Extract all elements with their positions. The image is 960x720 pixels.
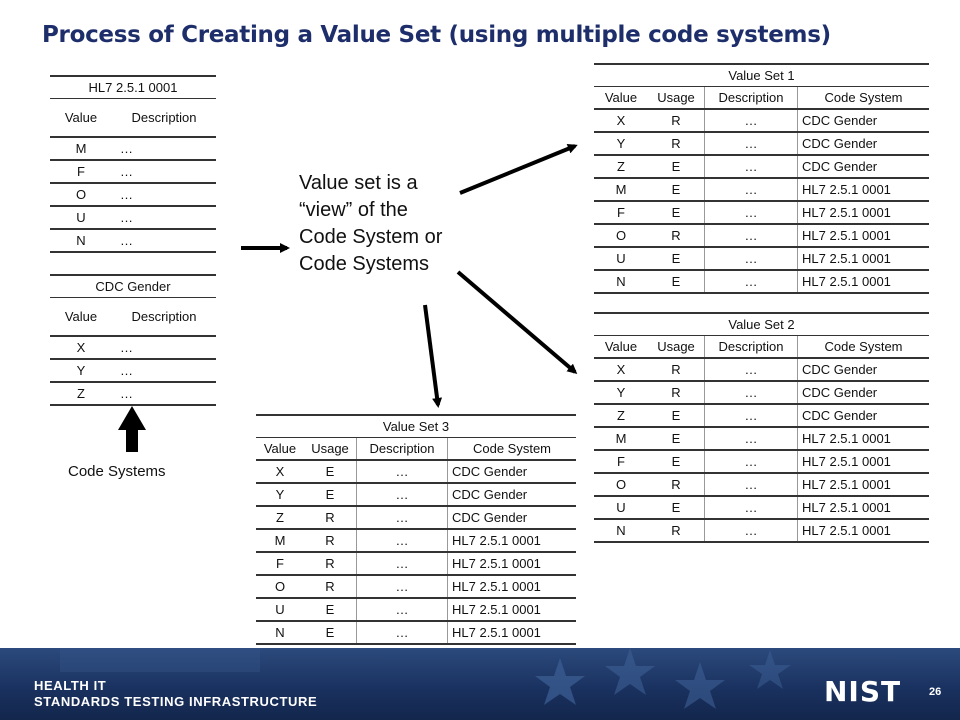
cell: … <box>357 506 448 529</box>
cell: N <box>594 270 648 293</box>
cell: … <box>705 132 798 155</box>
cell: E <box>648 247 705 270</box>
cell: R <box>648 473 705 496</box>
cell: HL7 2.5.1 0001 <box>798 178 930 201</box>
cell: CDC Gender <box>798 358 930 381</box>
cell: E <box>648 155 705 178</box>
cell: E <box>648 270 705 293</box>
cell: E <box>648 450 705 473</box>
cell: F <box>594 450 648 473</box>
column-header: Usage <box>648 336 705 359</box>
cell: U <box>594 496 648 519</box>
cell: HL7 2.5.1 0001 <box>448 621 577 644</box>
cell: HL7 2.5.1 0001 <box>798 473 930 496</box>
cell: HL7 2.5.1 0001 <box>798 450 930 473</box>
cell: … <box>357 552 448 575</box>
cell: O <box>50 183 112 206</box>
cell: CDC Gender <box>448 506 577 529</box>
footer-line-2: STANDARDS TESTING INFRASTRUCTURE <box>34 694 318 709</box>
column-header: Value <box>50 298 112 336</box>
cell: M <box>594 427 648 450</box>
cell: N <box>256 621 304 644</box>
cell: CDC Gender <box>798 381 930 404</box>
column-header: Code System <box>798 336 930 359</box>
table-caption: Value Set 3 <box>256 415 576 438</box>
column-header: Value <box>256 438 304 461</box>
cell: CDC Gender <box>448 460 577 483</box>
cell: … <box>705 450 798 473</box>
cell: … <box>705 496 798 519</box>
cell: … <box>357 529 448 552</box>
cell: R <box>648 381 705 404</box>
cell: Y <box>256 483 304 506</box>
cell: CDC Gender <box>798 132 930 155</box>
cell: E <box>648 427 705 450</box>
cell: HL7 2.5.1 0001 <box>448 598 577 621</box>
column-header: Description <box>112 298 216 336</box>
cell: … <box>705 224 798 247</box>
cell: … <box>705 358 798 381</box>
cell: HL7 2.5.1 0001 <box>798 224 930 247</box>
column-header: Description <box>705 87 798 110</box>
cell: E <box>648 178 705 201</box>
cell: E <box>304 460 357 483</box>
cell: R <box>648 519 705 542</box>
footer-banner <box>0 648 960 720</box>
cell: U <box>50 206 112 229</box>
cell: … <box>112 336 216 359</box>
cell: F <box>50 160 112 183</box>
cell: CDC Gender <box>448 483 577 506</box>
cell: HL7 2.5.1 0001 <box>448 575 577 598</box>
cell: … <box>705 473 798 496</box>
column-header: Code System <box>448 438 577 461</box>
cell: … <box>705 404 798 427</box>
cell: … <box>112 160 216 183</box>
cell: … <box>357 575 448 598</box>
table-caption: Value Set 2 <box>594 313 929 336</box>
cell: Z <box>50 382 112 405</box>
cell: R <box>648 358 705 381</box>
column-header: Description <box>705 336 798 359</box>
arrow-to-value-set-3 <box>425 305 438 405</box>
cell: CDC Gender <box>798 109 930 132</box>
cell: … <box>705 247 798 270</box>
cell: F <box>594 201 648 224</box>
table-caption: CDC Gender <box>50 275 216 298</box>
cell: … <box>357 621 448 644</box>
cell: R <box>304 529 357 552</box>
column-header: Code System <box>798 87 930 110</box>
cell: … <box>705 381 798 404</box>
column-header: Value <box>594 87 648 110</box>
cell: HL7 2.5.1 0001 <box>448 552 577 575</box>
cell: R <box>648 132 705 155</box>
column-header: Description <box>357 438 448 461</box>
cell: HL7 2.5.1 0001 <box>448 529 577 552</box>
cell: X <box>594 358 648 381</box>
cell: R <box>648 109 705 132</box>
cell: HL7 2.5.1 0001 <box>798 427 930 450</box>
table-caption: HL7 2.5.1 0001 <box>50 76 216 99</box>
cell: … <box>112 382 216 405</box>
cell: X <box>256 460 304 483</box>
cell: F <box>256 552 304 575</box>
cell: O <box>594 473 648 496</box>
up-arrow-icon <box>118 406 146 452</box>
cell: HL7 2.5.1 0001 <box>798 270 930 293</box>
cell: CDC Gender <box>798 155 930 178</box>
slide-title: Process of Creating a Value Set (using multiple code systems) <box>42 22 831 48</box>
cell: E <box>304 598 357 621</box>
cell: HL7 2.5.1 0001 <box>798 519 930 542</box>
cell: E <box>648 201 705 224</box>
code-systems-label: Code Systems <box>68 463 166 480</box>
cell: O <box>256 575 304 598</box>
cell: U <box>594 247 648 270</box>
cell: M <box>256 529 304 552</box>
cell: Z <box>594 404 648 427</box>
cell: HL7 2.5.1 0001 <box>798 496 930 519</box>
nist-logo: NIST <box>824 675 902 708</box>
cell: … <box>112 183 216 206</box>
cell: N <box>594 519 648 542</box>
cell: R <box>304 552 357 575</box>
cell: … <box>705 109 798 132</box>
column-header: Usage <box>304 438 357 461</box>
cell: CDC Gender <box>798 404 930 427</box>
cell: HL7 2.5.1 0001 <box>798 247 930 270</box>
cell: E <box>304 483 357 506</box>
cell: Z <box>256 506 304 529</box>
cell: … <box>112 229 216 252</box>
cell: … <box>705 270 798 293</box>
cell: U <box>256 598 304 621</box>
footer-line-1: HEALTH IT <box>34 678 107 693</box>
cell: R <box>304 575 357 598</box>
cell: … <box>705 427 798 450</box>
cell: … <box>705 201 798 224</box>
column-header: Description <box>112 99 216 137</box>
cell: X <box>50 336 112 359</box>
cell: … <box>112 359 216 382</box>
cell: N <box>50 229 112 252</box>
cell: … <box>705 519 798 542</box>
column-header: Value <box>50 99 112 137</box>
cell: Y <box>50 359 112 382</box>
stars-decoration <box>0 648 960 720</box>
column-header: Usage <box>648 87 705 110</box>
table-caption: Value Set 1 <box>594 64 929 87</box>
arrow-to-value-set-1 <box>460 146 575 193</box>
cell: … <box>705 155 798 178</box>
cell: HL7 2.5.1 0001 <box>798 201 930 224</box>
page-number: 26 <box>929 686 942 698</box>
cell: E <box>304 621 357 644</box>
cell: E <box>648 404 705 427</box>
cell: R <box>304 506 357 529</box>
cell: … <box>112 206 216 229</box>
cell: … <box>357 598 448 621</box>
cell: Y <box>594 132 648 155</box>
cell: X <box>594 109 648 132</box>
arrow-to-value-set-2 <box>458 272 575 372</box>
cell: … <box>705 178 798 201</box>
cell: M <box>594 178 648 201</box>
cell: … <box>112 137 216 160</box>
cell: Y <box>594 381 648 404</box>
cell: … <box>357 460 448 483</box>
cell: M <box>50 137 112 160</box>
cell: R <box>648 224 705 247</box>
column-header: Value <box>594 336 648 359</box>
cell: O <box>594 224 648 247</box>
cell: Z <box>594 155 648 178</box>
cell: E <box>648 496 705 519</box>
cell: … <box>357 483 448 506</box>
value-set-note: Value set is a “view” of the Code System or Code Systems <box>299 172 443 275</box>
